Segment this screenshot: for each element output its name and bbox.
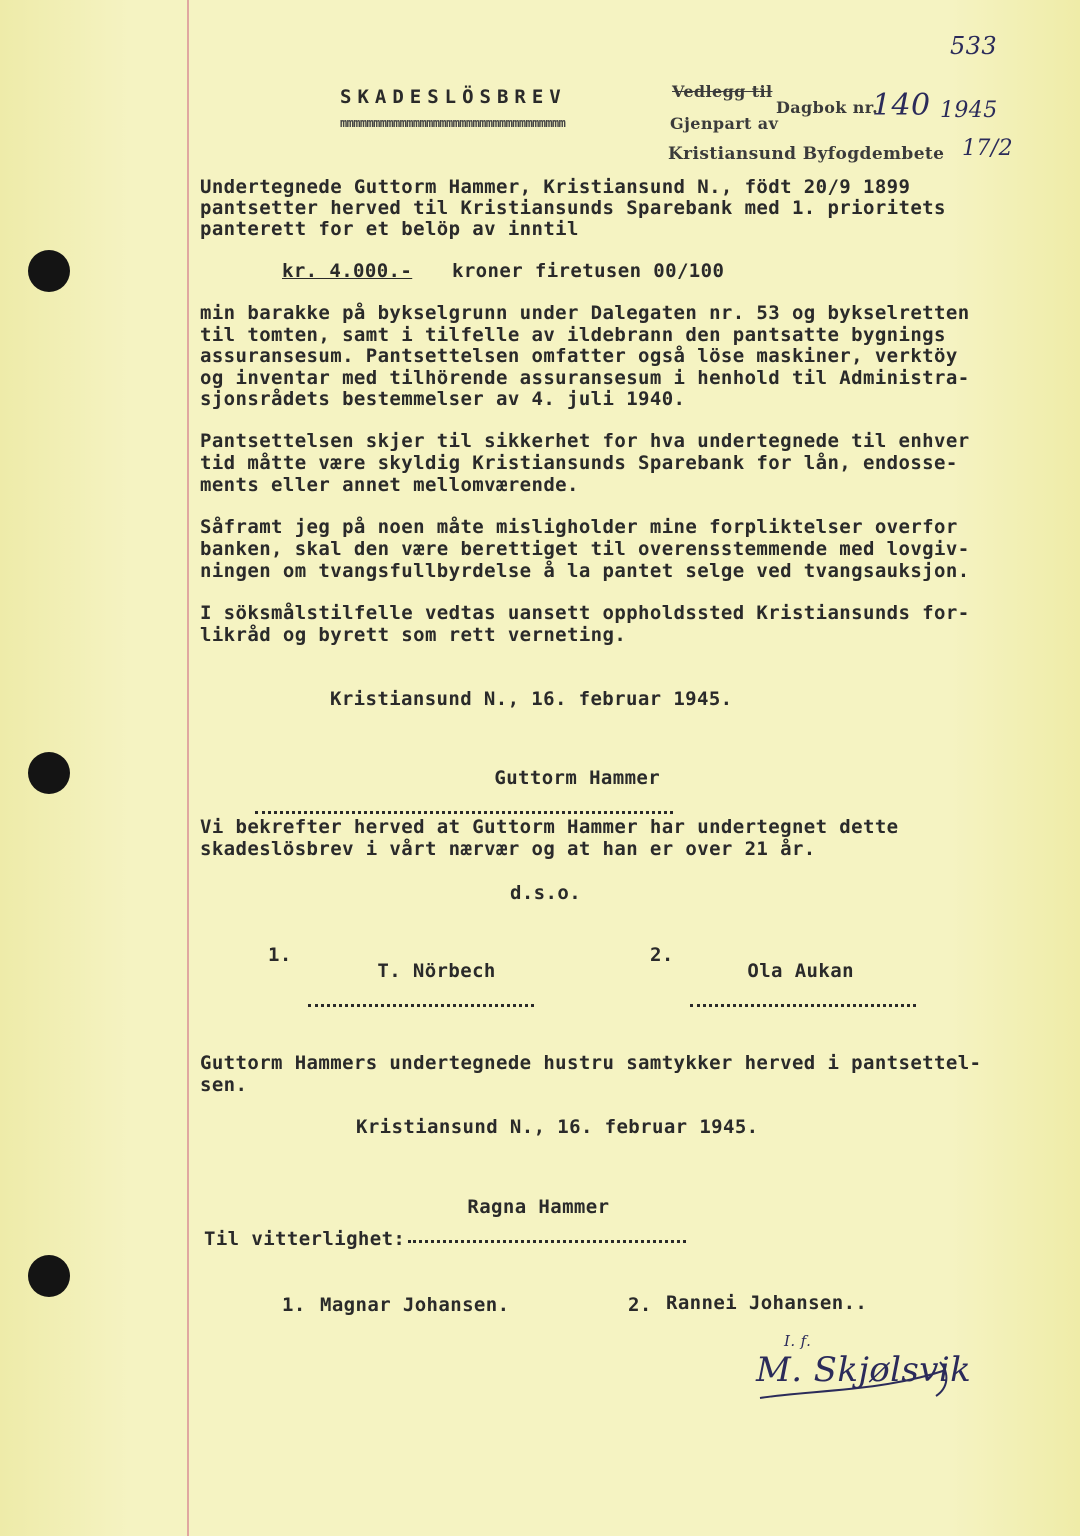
official-signature: M. Skjølsvik bbox=[756, 1350, 972, 1390]
body-line: og inventar med tilhörende assuransesum i henhold til Administra- bbox=[200, 367, 970, 389]
loan-amount: kr. 4.000.- bbox=[282, 260, 413, 282]
signature-line bbox=[408, 1174, 686, 1243]
body-line: I söksmålstilfelle vedtas uansett oppholdssted Kristiansunds for- bbox=[200, 602, 970, 624]
body-line: tid måtte være skyldig Kristiansunds Sparebank for lån, endosse- bbox=[200, 452, 958, 474]
official-signature-prefix: I. f. bbox=[784, 1332, 812, 1350]
witness-number: 1. bbox=[282, 1294, 306, 1316]
body-line: min barakke på bykselgrunn under Dalegaten nr. 53 og bykselretten bbox=[200, 302, 970, 324]
document-title: SKADESLÖSBREV bbox=[340, 86, 567, 108]
body-line: skadeslösbrev i vårt nærvær og at han er over 21 år. bbox=[200, 838, 816, 860]
signer-name: Ragna Hammer bbox=[467, 1196, 610, 1218]
title-underline: mmmmmmmmmmmmmmmmmmmmmmmmmmmmmmmmmm bbox=[340, 116, 566, 130]
body-line: Pantsettelsen skjer til sikkerhet for hva undertegnede til enhver bbox=[200, 430, 970, 452]
witness-name: T. Nörbech bbox=[377, 960, 496, 982]
body-line: Såframt jeg på noen måte misligholder mine forpliktelser overfor bbox=[200, 516, 958, 538]
body-line: Vi bekrefter herved at Guttorm Hammer har undertegnet dette bbox=[200, 816, 899, 838]
body-line: ments eller annet mellomværende. bbox=[200, 474, 579, 496]
stamp-court: Kristiansund Byfogdembete bbox=[668, 144, 945, 164]
body-line: pantsetter herved til Kristiansunds Sparebank med 1. prioritets bbox=[200, 197, 946, 219]
witness-name: Rannei Johansen.. bbox=[666, 1292, 868, 1314]
loan-amount-words: kroner firetusen 00/100 bbox=[452, 260, 725, 282]
punch-hole bbox=[28, 250, 70, 292]
stamp-replacement-text: Gjenpart av bbox=[670, 114, 779, 133]
dagbok-year: 1945 bbox=[940, 98, 998, 123]
witness-number: 2. bbox=[650, 944, 674, 966]
witnesses-heading: Til vitterlighet: bbox=[204, 1228, 406, 1250]
witness-name: Ola Aukan bbox=[747, 960, 854, 982]
signature-line bbox=[255, 745, 673, 814]
dso-abbreviation: d.s.o. bbox=[510, 882, 582, 904]
dagbok-number: 140 bbox=[872, 88, 931, 123]
body-line: likråd og byrett som rett verneting. bbox=[200, 624, 627, 646]
body-line: sen. bbox=[200, 1074, 248, 1096]
page-number: 533 bbox=[950, 32, 998, 60]
witness-number: 1. bbox=[268, 944, 292, 966]
body-line: til tomten, samt i tilfelle av ildebrann den pantsatte bygnings bbox=[200, 324, 946, 346]
punch-hole bbox=[28, 752, 70, 794]
body-line: assuransesum. Pantsettelsen omfatter også löse maskiner, verktöy bbox=[200, 345, 958, 367]
place-date: Kristiansund N., 16. februar 1945. bbox=[356, 1116, 759, 1138]
signer-name: Guttorm Hammer bbox=[494, 767, 661, 789]
stamp-dagbok-label: Dagbok nr. bbox=[776, 98, 879, 117]
witness-signature-line bbox=[308, 938, 534, 1007]
red-margin-line bbox=[187, 0, 189, 1536]
stamp-struck-text: Vedlegg til bbox=[672, 82, 773, 101]
witness-number: 2. bbox=[628, 1294, 652, 1316]
body-line: Undertegnede Guttorm Hammer, Kristiansund N., födt 20/9 1899 bbox=[200, 176, 911, 198]
body-line: ningen om tvangsfullbyrdelse å la pantet selge ved tvangsauksjon. bbox=[200, 560, 970, 582]
punch-hole bbox=[28, 1255, 70, 1297]
place-date: Kristiansund N., 16. februar 1945. bbox=[330, 688, 733, 710]
body-line: sjonsrådets bestemmelser av 4. juli 1940. bbox=[200, 388, 686, 410]
witness-name: Magnar Johansen. bbox=[320, 1294, 510, 1316]
signature-flourish bbox=[750, 1340, 960, 1410]
witness-signature-line bbox=[690, 938, 916, 1007]
body-line: panterett for et belöp av inntil bbox=[200, 218, 579, 240]
stamp-date: 17/2 bbox=[962, 136, 1014, 161]
body-line: Guttorm Hammers undertegnede hustru samtykker herved i pantsettel- bbox=[200, 1052, 982, 1074]
body-line: banken, skal den være berettiget til overensstemmende med lovgiv- bbox=[200, 538, 970, 560]
